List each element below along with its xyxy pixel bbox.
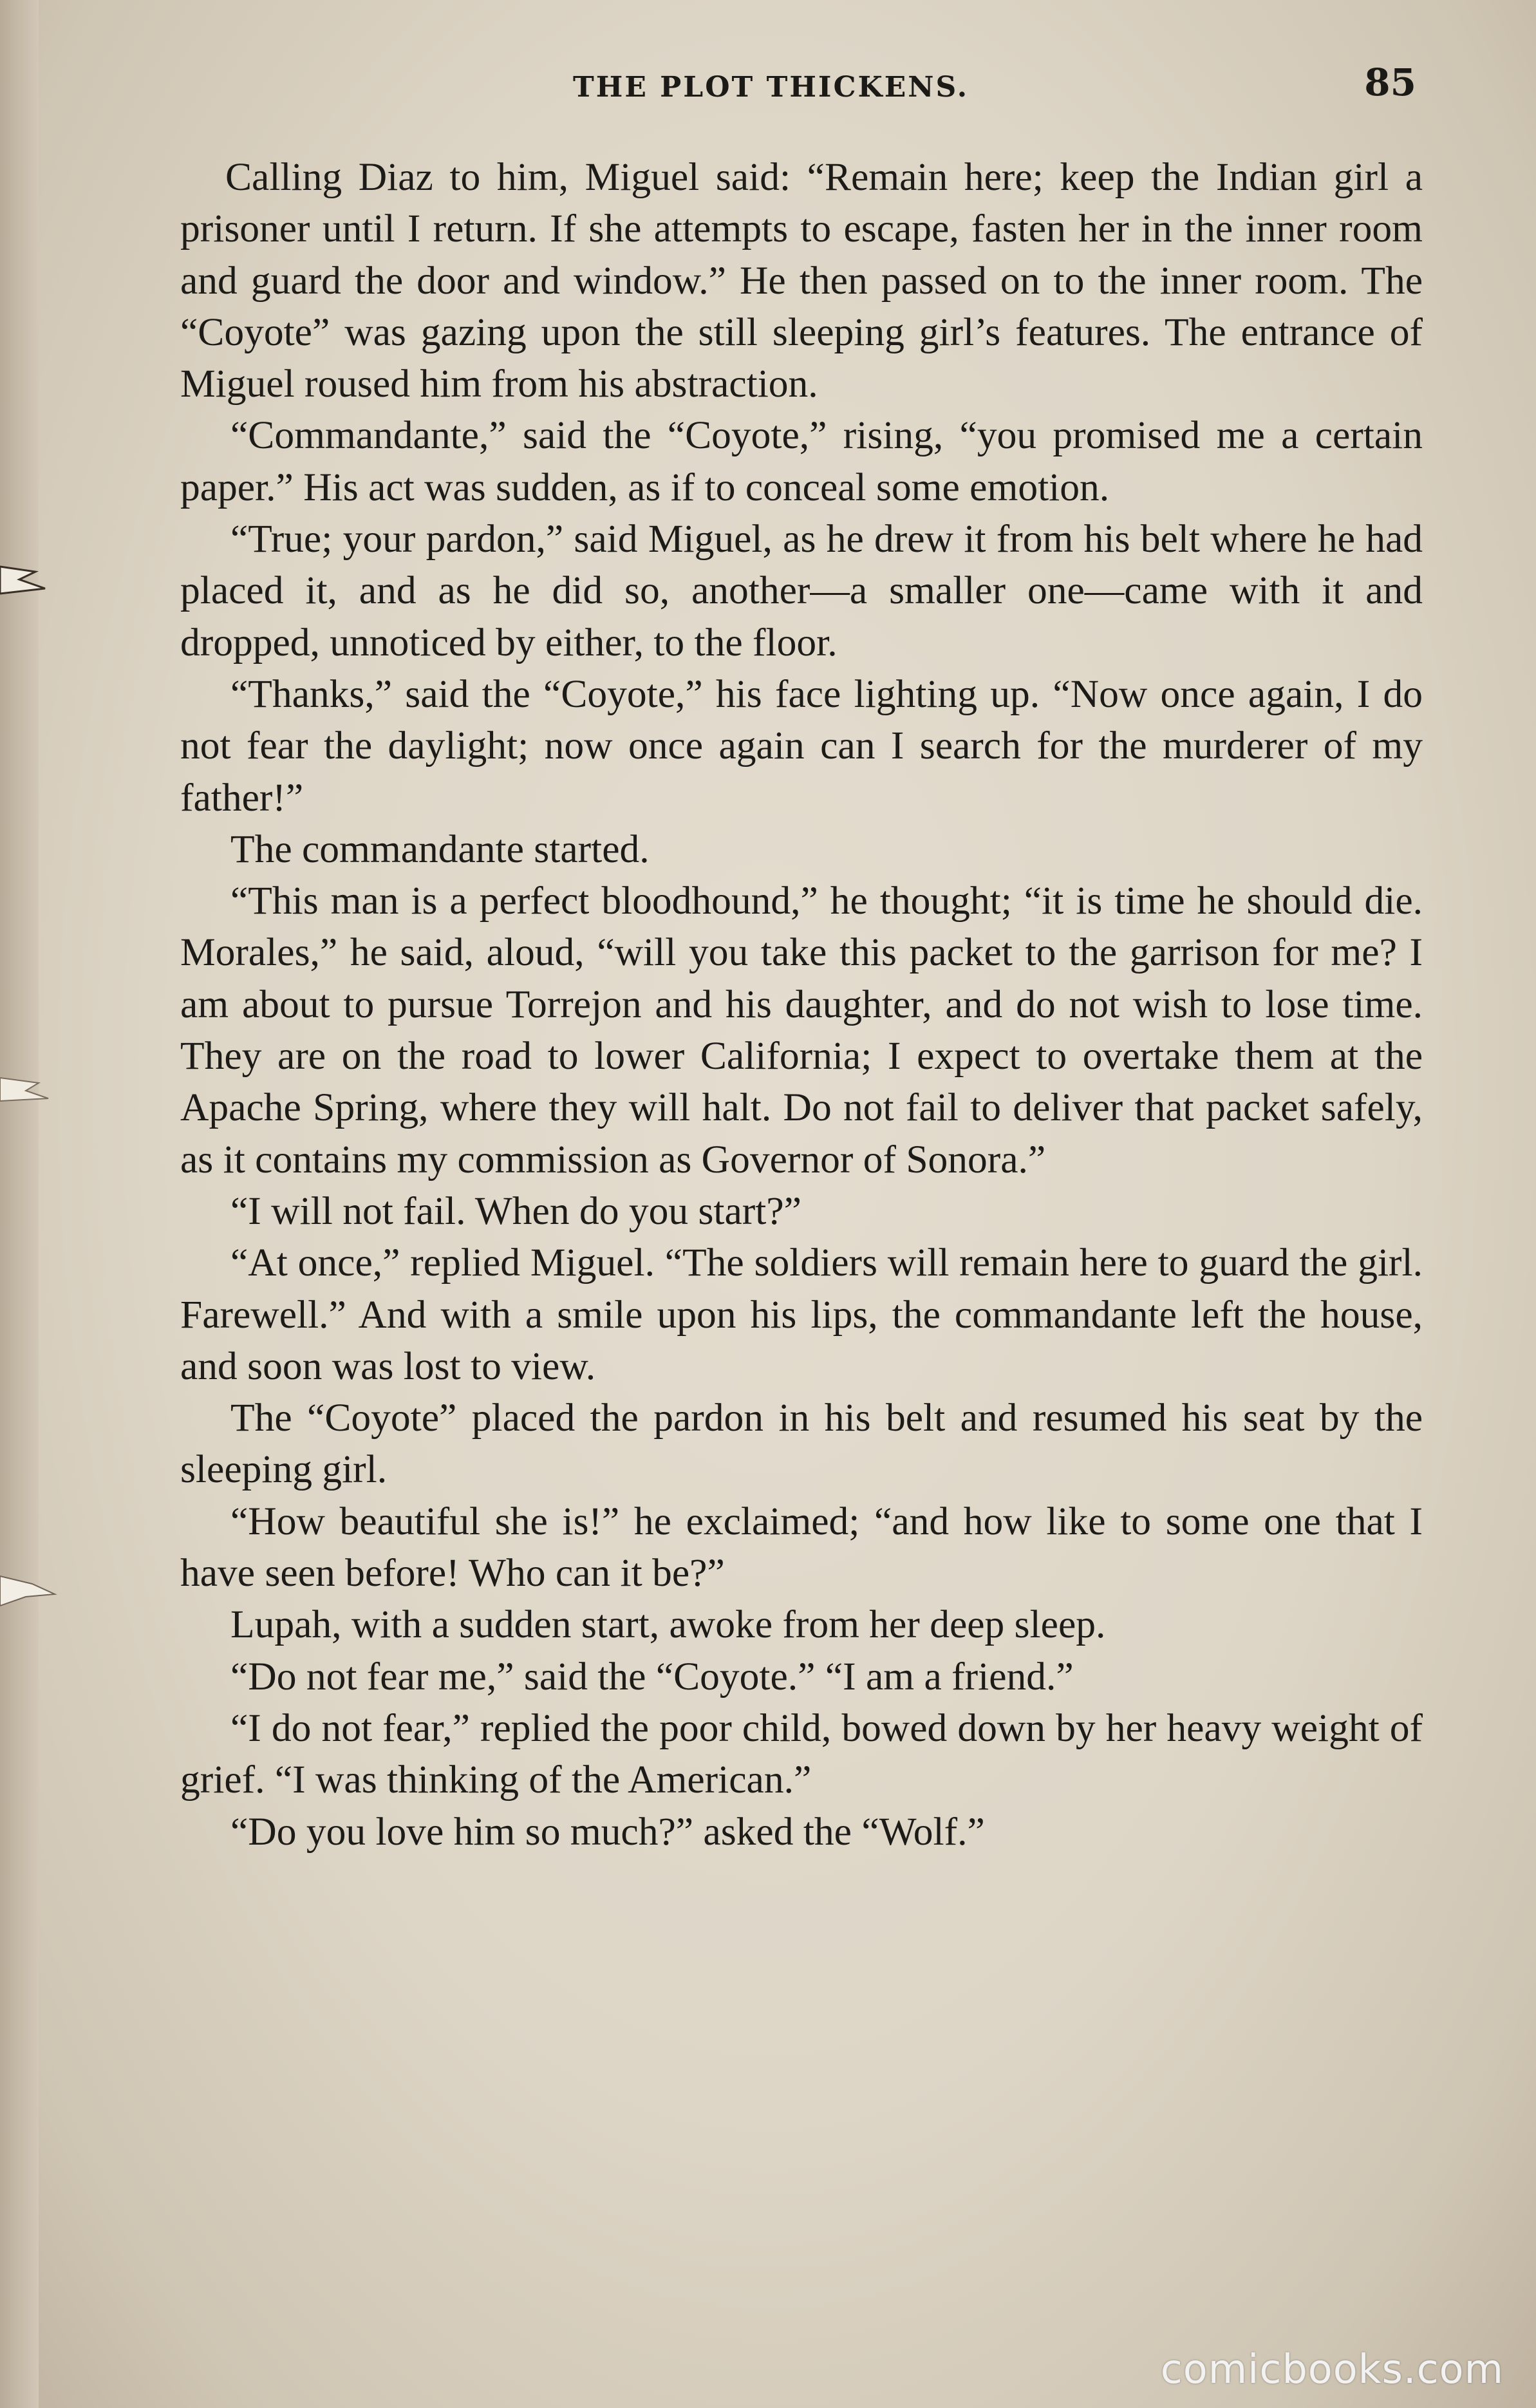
paragraph: Lupah, with a sudden start, awoke from her deep sleep. <box>230 1603 1106 1647</box>
page-left-edge <box>0 0 39 2408</box>
page-number: 85 <box>1364 61 1416 104</box>
page-tear <box>0 1571 58 1610</box>
page-tear <box>0 560 58 599</box>
paragraph: “True; your pardon,” said Miguel, as he drew it from his belt where he had placed it, and as he did so, another—a smaller one—came with it and dropped, unnoticed by either, to the floor. <box>180 517 1423 664</box>
paragraph: “Thanks,” said the “Coyote,” his face lighting up. “Now once again, I do not fear the daylight; now once again can I search for the murderer of my father!” <box>180 672 1423 820</box>
paragraph: “This man is a perfect bloodhound,” he thought; “it is time he should die. Morales,” he said, aloud, “will you take this packet to the garrison for me? I am about to pursue Torrejon and his daughter, and do not wish to lose time. They are on the road to lower California; I expect to overtake them at the Apache Spring, where they will halt. Do not fail to deliver that packet safely, as it contains my commission as Governor of Sonora.” <box>180 879 1423 1181</box>
running-title: THE PLOT THICKENS. <box>573 71 969 104</box>
watermark: comicbooks.com <box>1160 2346 1504 2393</box>
paragraph: “At once,” replied Miguel. “The soldiers will remain here to guard the girl. Farewell.” And with a smile upon his lips, the commandante left the house, and soon was lost to view. <box>180 1241 1423 1388</box>
paragraph: “I do not fear,” replied the poor child, bowed down by her heavy weight of grief. “I was thinking of the American.” <box>180 1706 1423 1802</box>
paragraph: “Do not fear me,” said the “Coyote.” “I am a friend.” <box>230 1654 1074 1698</box>
paragraph: “I will not fail. When do you start?” <box>230 1189 801 1233</box>
paragraph: The “Coyote” placed the pardon in his belt and resumed his seat by the sleeping girl. <box>180 1396 1423 1492</box>
page-tear <box>0 1069 58 1107</box>
paragraph: “How beautiful she is!” he exclaimed; “and how like to some one that I have seen before! Who can it be?” <box>180 1499 1423 1595</box>
body-text <box>180 151 1423 1858</box>
paragraph: Calling Diaz to him, Miguel said: “Remain here; keep the Indian girl a prisoner until I return. If she attempts to escape, fasten her in the inner room and guard the door and window.” He then passed on to the inner room. The “Coyote” was gazing upon the still sleeping girl’s features. The entrance of Miguel roused him from his abstraction. <box>180 155 1423 406</box>
paragraph: “Commandante,” said the “Coyote,” rising, “you promised me a certain paper.” His act was sudden, as if to conceal some emotion. <box>180 413 1423 509</box>
running-head <box>180 61 1416 116</box>
paragraph: The commandante started. <box>230 827 650 871</box>
paragraph: “Do you love him so much?” asked the “Wolf.” <box>230 1809 985 1854</box>
